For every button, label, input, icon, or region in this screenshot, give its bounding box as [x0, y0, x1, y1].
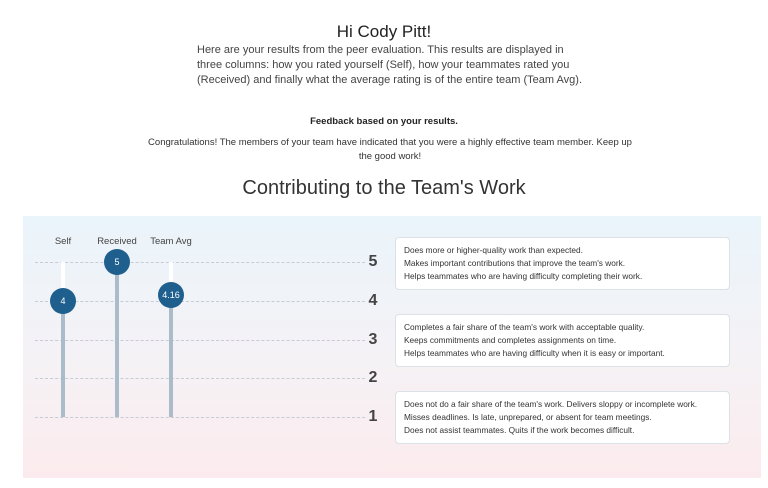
- rating-bar-team-avg: [169, 295, 173, 417]
- level-5-description: [395, 237, 730, 290]
- intro-text: Here are your results from the peer evaluation. This results are displayed in three columns: how you rated yourself (Self), how your teammates rated you (Received) and finally what the average rating is of the entire team (Team Avg).: [197, 44, 582, 86]
- level-5-line: Does more or higher-quality work than expected.: [404, 245, 583, 255]
- level-1-line: Does not do a fair share of the team's work. Delivers sloppy or incomplete work.: [404, 399, 698, 409]
- level-5-line: Helps teammates who are having difficulty completing their work.: [404, 271, 643, 281]
- gridline-level-4: [35, 301, 365, 302]
- level-1-description: [395, 391, 730, 444]
- level-1-line: Does not assist teammates. Quits if the work becomes difficult.: [404, 425, 635, 435]
- level-3-line: Helps teammates who are having difficulty when it is easy or important.: [404, 348, 665, 358]
- level-1-line: Misses deadlines. Is late, unprepared, or absent for team meetings.: [404, 412, 652, 422]
- rating-dot-team-avg: 4.16: [158, 282, 184, 308]
- level-label-5: 5: [368, 253, 378, 270]
- column-label-received: Received: [97, 236, 137, 247]
- rating-dot-received: 5: [104, 249, 130, 275]
- level-label-4: 4: [368, 291, 378, 309]
- level-label-3: 3: [368, 330, 378, 348]
- level-3-line: Keeps commitments and completes assignments on time.: [404, 335, 617, 345]
- section-title: Contributing to the Team's Work: [242, 177, 526, 199]
- feedback-title: Feedback based on your results.: [310, 116, 458, 127]
- level-5-line: Makes important contributions that improve the team's work.: [404, 258, 626, 268]
- column-label-self: Self: [54, 236, 72, 247]
- greeting-heading: Hi Cody Pitt!: [336, 22, 432, 41]
- rating-dot-self: 4: [50, 288, 76, 314]
- gridline-level-5: [35, 262, 365, 263]
- rating-bar-self: [61, 301, 65, 417]
- gridline-level-3: [35, 340, 365, 341]
- level-label-2: 2: [368, 369, 378, 387]
- feedback-text: Congratulations! The members of your team have indicated that you were a highly effective team member. Keep up the good work!: [148, 137, 632, 162]
- level-3-description: [395, 314, 730, 367]
- rating-bar-received: [115, 262, 119, 417]
- gridline-level-1: [35, 417, 365, 418]
- level-3-line: Completes a fair share of the team's work with acceptable quality.: [404, 322, 645, 332]
- gridline-level-2: [35, 378, 365, 379]
- level-label-1: 1: [368, 408, 378, 425]
- column-label-team-avg: Team Avg: [150, 236, 192, 247]
